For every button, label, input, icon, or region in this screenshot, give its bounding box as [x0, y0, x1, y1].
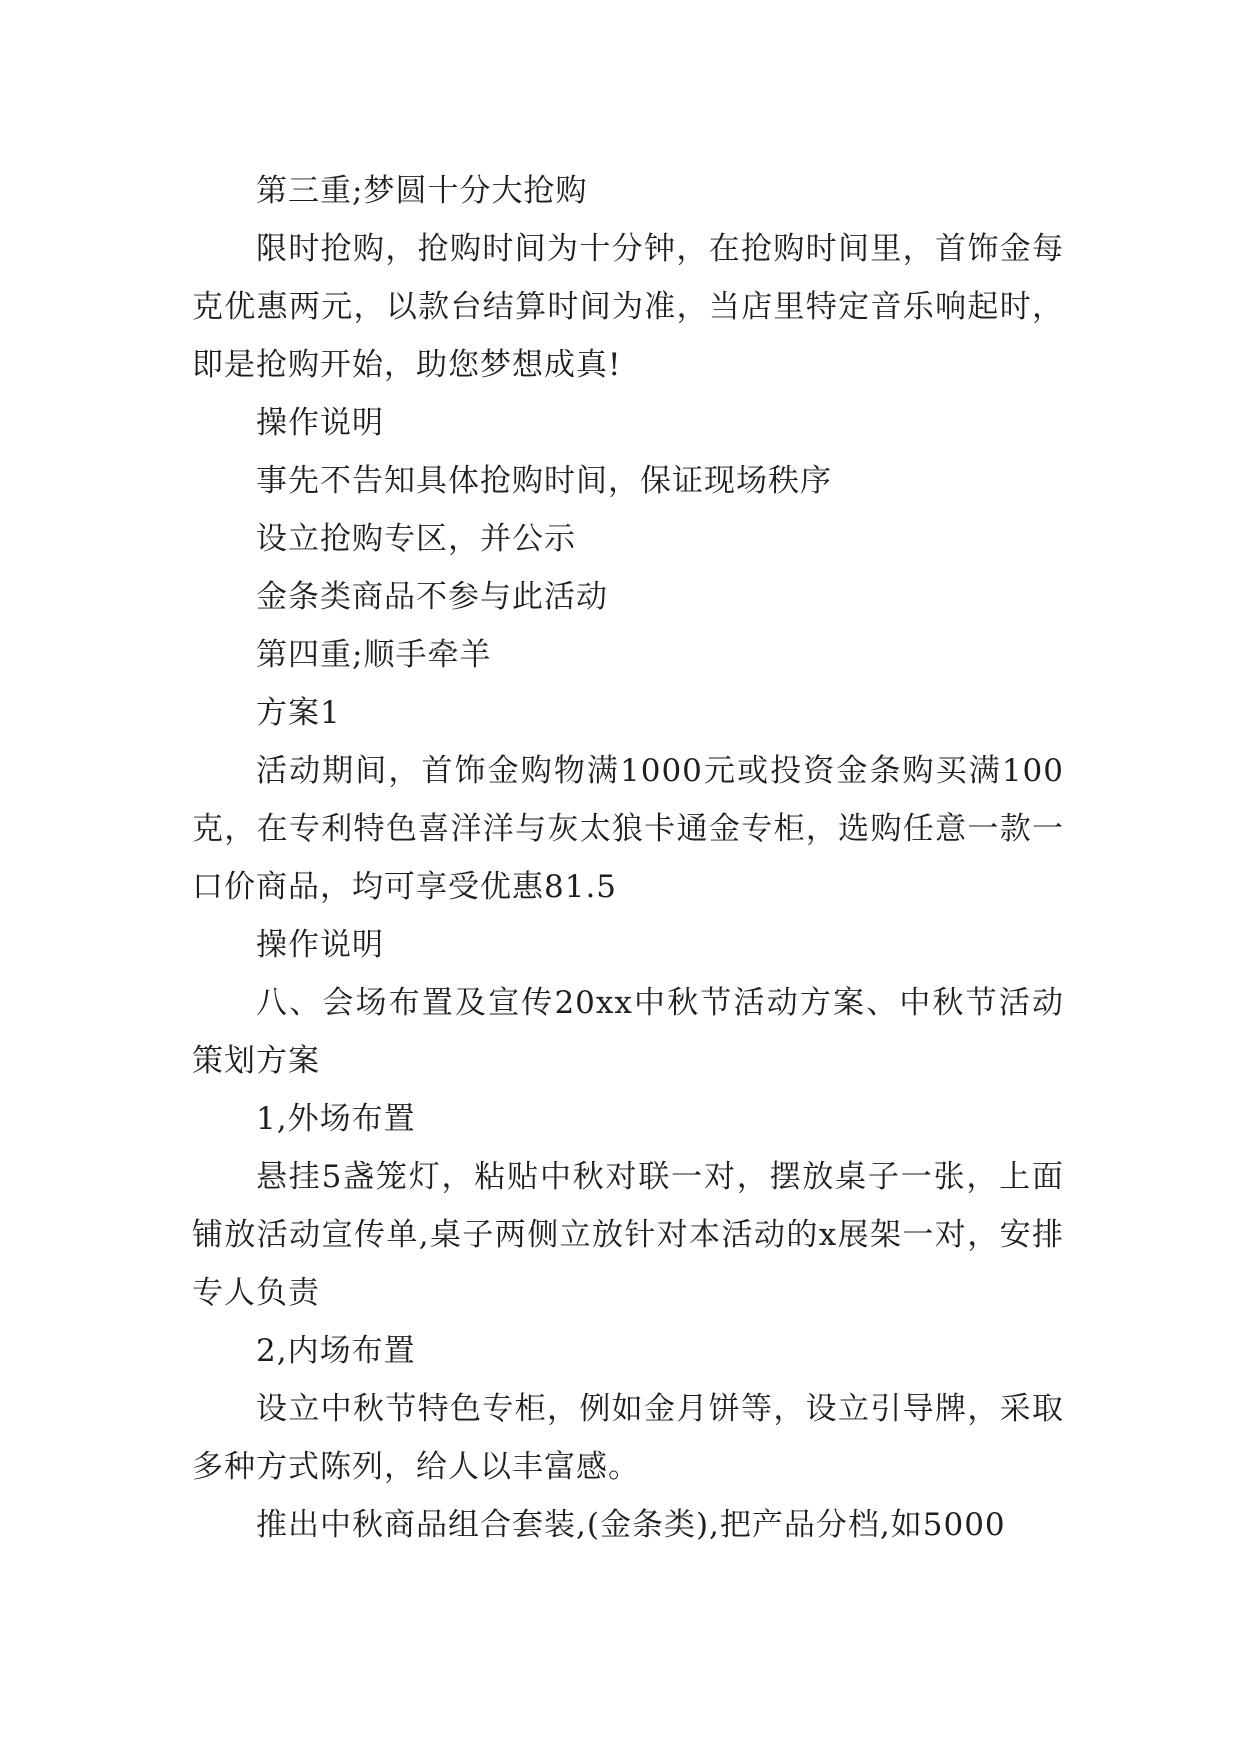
paragraph: 事先不告知具体抢购时间，保证现场秩序	[256, 463, 832, 499]
document-body	[192, 162, 1064, 1554]
paragraph: 悬挂5盏笼灯，粘贴中秋对联一对，摆放桌子一张，上面铺放活动宣传单,桌子两侧立放针对本活动的x展架一对，安排专人负责	[192, 1159, 1064, 1311]
paragraph: 操作说明	[256, 405, 384, 441]
paragraph: 1,外场布置	[256, 1101, 416, 1137]
paragraph: 限时抢购，抢购时间为十分钟，在抢购时间里，首饰金每克优惠两元，以款台结算时间为准，当店里特定音乐响起时，即是抢购开始，助您梦想成真!	[192, 231, 1064, 383]
paragraph: 活动期间，首饰金购物满1000元或投资金条购买满100克，在专利特色喜洋洋与灰太狼卡通金专柜，选购任意一款一口价商品，均可享受优惠81.5	[192, 753, 1064, 905]
paragraph: 金条类商品不参与此活动	[256, 579, 608, 615]
paragraph: 第三重;梦圆十分大抢购	[256, 173, 588, 209]
paragraph: 八、会场布置及宣传20xx中秋节活动方案、中秋节活动策划方案	[192, 985, 1064, 1079]
paragraph: 推出中秋商品组合套装,(金条类),把产品分档,如5000	[256, 1507, 1006, 1543]
paragraph: 设立中秋节特色专柜，例如金月饼等，设立引导牌，采取多种方式陈列，给人以丰富感。	[192, 1391, 1064, 1485]
paragraph: 方案1	[256, 695, 341, 731]
paragraph: 设立抢购专区，并公示	[256, 521, 576, 557]
paragraph: 2,内场布置	[256, 1333, 416, 1369]
paragraph: 操作说明	[256, 927, 384, 963]
paragraph: 第四重;顺手牵羊	[256, 637, 492, 673]
